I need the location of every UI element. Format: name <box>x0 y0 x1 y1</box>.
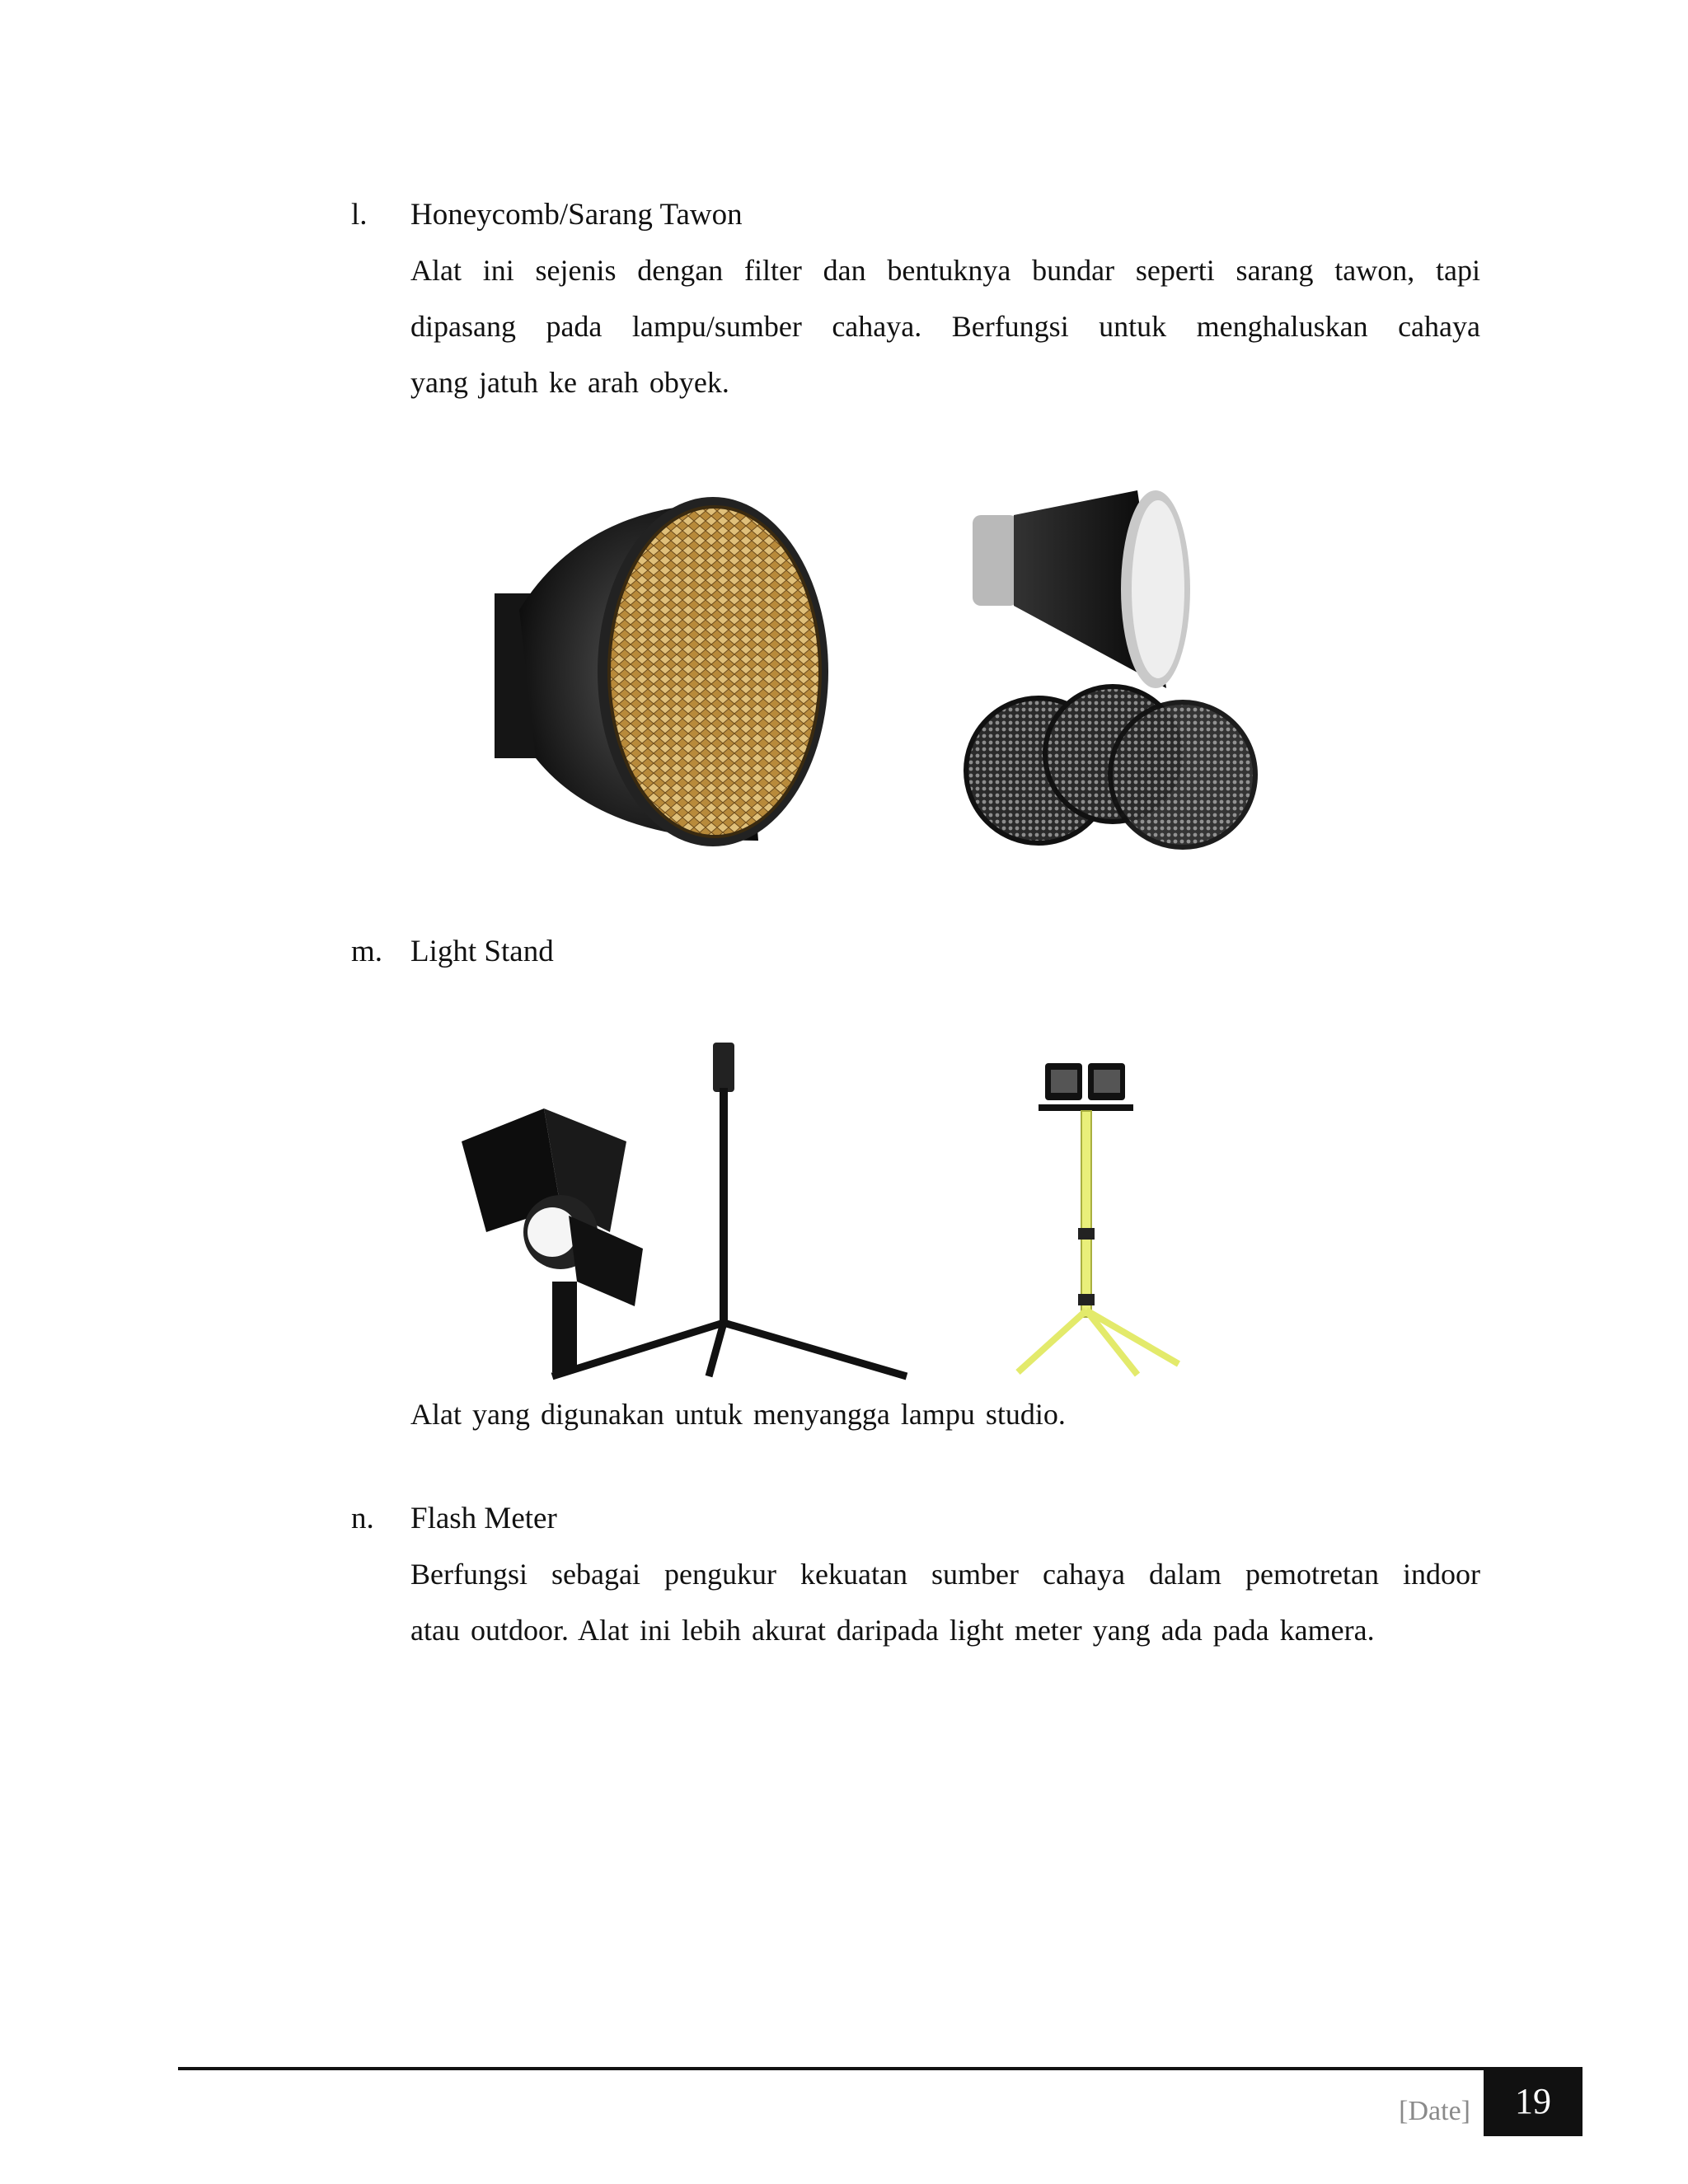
page-number: 19 <box>1484 2067 1582 2136</box>
description-line: Alat yang digunakan untuk menyangga lampu studio. <box>410 1398 1066 1431</box>
description-line: dipasang pada lampu/sumber cahaya. Berfungsi untuk menghaluskan cahaya <box>410 310 1480 343</box>
description-line: Berfungsi sebagai pengukur kekuatan sumber cahaya dalam pemotretan indoor <box>410 1558 1480 1591</box>
footer-rule <box>178 2067 1582 2070</box>
item-marker: m. <box>351 935 383 968</box>
tripod-work-light-image <box>1006 1063 1195 1385</box>
footer-date: [Date] <box>1399 2096 1470 2126</box>
item-description <box>410 242 1480 410</box>
studio-light-stand-image <box>445 1043 915 1389</box>
item-heading: Flash Meter <box>410 1502 557 1535</box>
reflector-grids-image <box>948 482 1261 853</box>
honeycomb-reflector-image <box>486 486 832 857</box>
item-heading: Honeycomb/Sarang Tawon <box>410 198 743 232</box>
item-description <box>410 1386 1480 1442</box>
item-description <box>410 1546 1480 1658</box>
item-marker: l. <box>351 198 368 232</box>
description-line: yang jatuh ke arah obyek. <box>410 366 729 399</box>
description-line: Alat ini sejenis dengan filter dan bentuknya bundar seperti sarang tawon, tapi <box>410 254 1480 287</box>
item-marker: n. <box>351 1502 374 1535</box>
item-heading: Light Stand <box>410 935 554 968</box>
description-line: atau outdoor. Alat ini lebih akurat daripada light meter yang ada pada kamera. <box>410 1614 1375 1647</box>
